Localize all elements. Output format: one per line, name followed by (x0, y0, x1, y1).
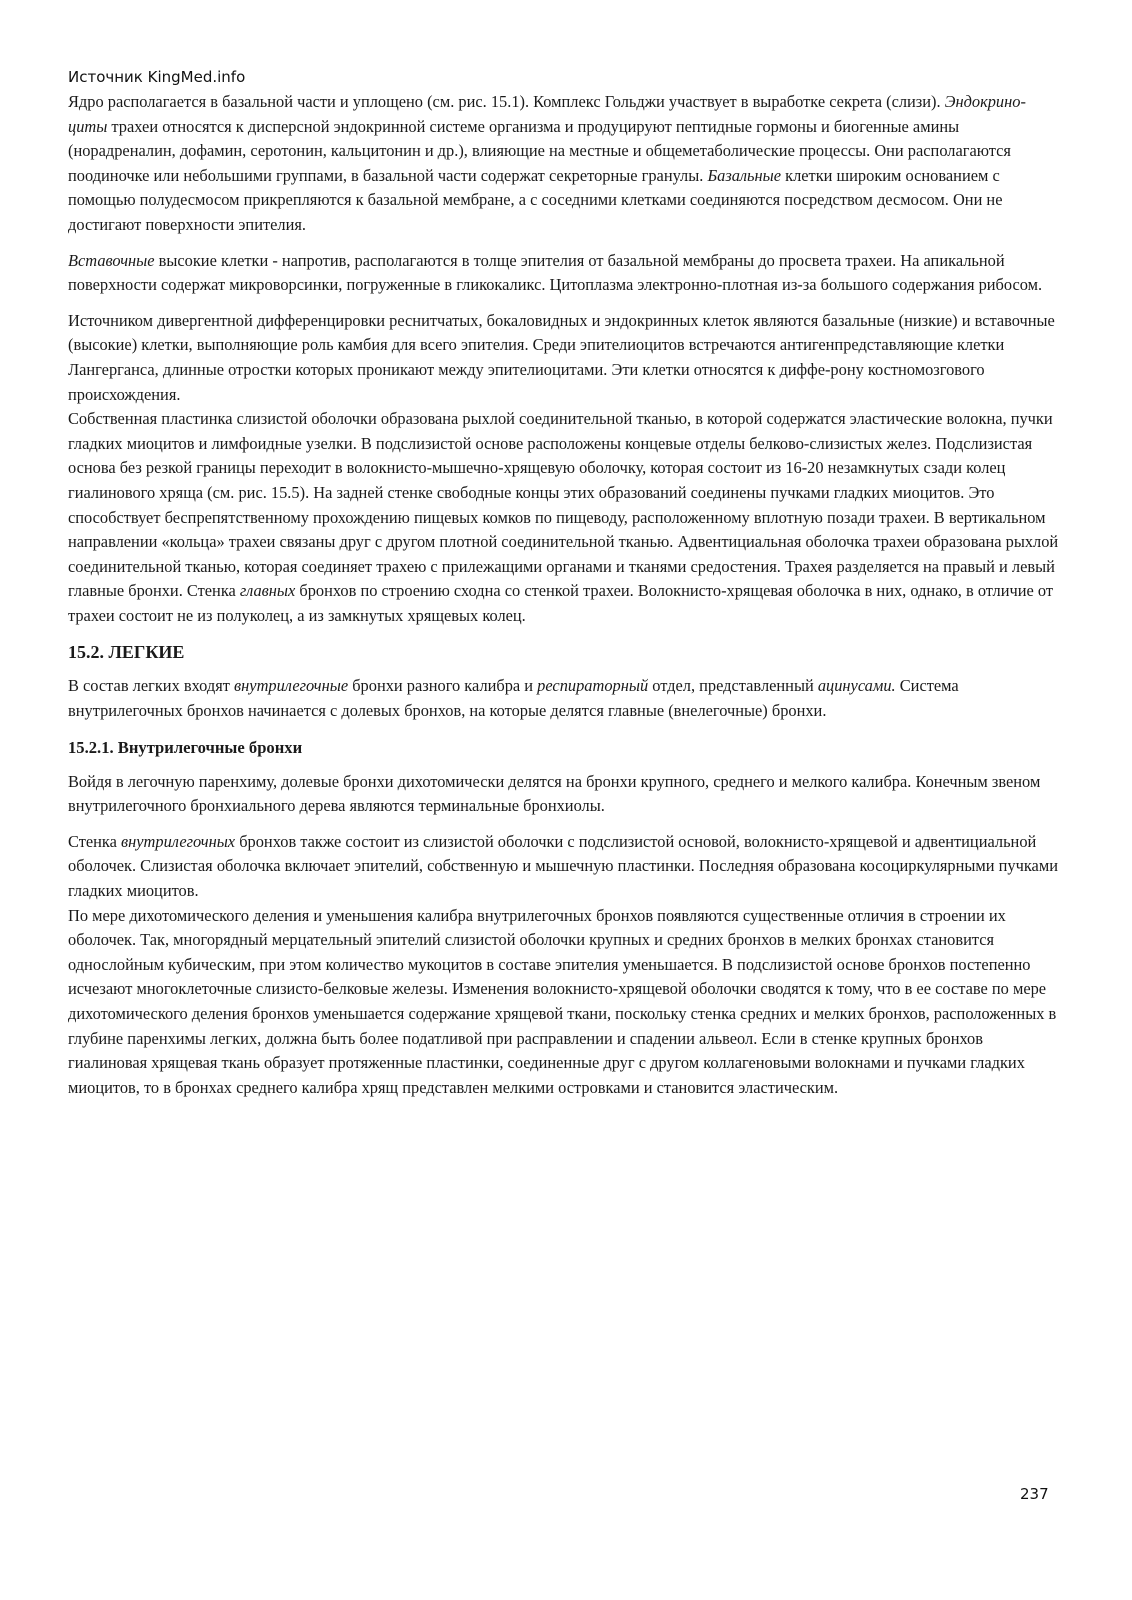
italic-term: Эндокрино-циты (68, 92, 1026, 136)
italic-term: главных (239, 581, 296, 601)
italic-term: Базальные (707, 165, 782, 185)
italic-term: респираторный (537, 676, 649, 696)
paragraph-differentiation: Источником дивергентной дифференцировки реснитчатых, бокаловидных и эндокринных клеток являются базальные (низкие) и вставочные (высокие) клетки, выполняющие роль камбия для всего эпителия. Среди эпителиоцитов встречаются антигенпредставляющие клетки Лангерганса, длинные отростки которых проникают между эпителиоцитами. Эти клетки относятся к диффе-рону костномозгового происхождения. (68, 310, 1055, 404)
text-run: высокие клетки - напротив, располагаются в толще эпителия от базальной мембраны до просвета трахеи. На апикальной поверхности содержат микроворсинки, погруженные в гликокаликс. Цитоплазма электронно-плотная из-за большого содержания рибосом. (68, 250, 1043, 295)
paragraph-lobar-bronchi: Войдя в легочную паренхиму, долевые бронхи дихотомически делятся на бронхи крупного, среднего и мелкого калибра. Конечным звеном внутрилегочного бронхиального дерева являются терминальные бронхиолы. (68, 771, 1041, 816)
text-run: Система внутрилегочных бронхов начинается с долевых бронхов, на которые делятся главные (внелегочные) бронхи. (68, 676, 959, 721)
paragraph-endocrinocytes (68, 90, 1064, 238)
source-header: Источник KingMed.info (68, 68, 246, 86)
text-run: трахеи относятся к дисперсной эндокринной системе организма и продуцируют пептидные гормоны и биогенные амины (норадреналин, дофамин, серотонин, кальцитонин и др.), влияющие на местные и общеметаболические процессы. Они располагаются поодиночке или небольшими группами, в базальной части содержат секреторные гранулы. (68, 116, 1011, 185)
section-heading-lungs: 15.2. ЛЕГКИЕ (68, 642, 185, 663)
text-run: бронхи разного калибра и (348, 676, 538, 696)
document-page (68, 66, 1064, 1100)
text-run: Стенка (68, 831, 122, 851)
text-run: В состав легких входят (68, 676, 235, 696)
paragraph-bronchial-wall (68, 830, 1064, 904)
text-run: Собственная пластинка слизистой оболочки образована рыхлой соединительной тканью, в которой содержатся эластические волокна, пучки гладких миоцитов и лимфоидные узелки. В подслизистой основе расположены концевые отделы белково-слизистых желез. Подслизистая основа без резкой границы переходит в волокнисто-мышечно-хрящевую оболочку, которая состоит из 16-20 незамкнутых сзади колец гиалинового хряща (см. рис. 15.5). На задней стенке свободные концы этих образований соединены пучками гладких миоцитов. Это способствует беспрепятственному прохождению пищевых комков по пищеводу, расположенному вплотную позади трахеи. В вертикальном направлении «кольца» трахеи связаны друг с другом плотной соединительной тканью. Адвентициальная оболочка трахеи образована рыхлой соединительной тканью, которая соединяет трахею с прилежащими органами и тканями средостения. Трахея разделяется на правый и левый главные бронхи. Стенка (68, 409, 1059, 601)
italic-term: внутрилегочных (121, 831, 236, 851)
paragraph-lungs-intro (68, 674, 1064, 723)
text-run: Ядро располагается в базальной части и уплощено (см. рис. 15.1). Комплекс Гольджи участвует в выработке секрета (слизи). (68, 92, 945, 111)
text-run: клетки широким основанием с помощью полудесмосом прикрепляются к базальной мембране, а с соседними клетками соединяются посредством десмосом. Они не достигают поверхности эпителия. (68, 165, 1003, 234)
italic-term: ацинусами. (817, 676, 896, 696)
text-run: бронхов также состоит из слизистой оболочки с подслизистой основой, волокнисто-хрящевой и адвентициальной оболочек. Слизистая оболочка включает эпителий, собственную и мышечную пластинки. Последняя образована косоциркулярными пучками гладких миоцитов. (68, 831, 1058, 901)
paragraph-intercalated-cells (68, 249, 1064, 298)
subsection-heading-bronchi: 15.2.1. Внутрилегочные бронхи (68, 737, 303, 757)
paragraph-lamina-propria (68, 407, 1064, 628)
page-number: 237 (1020, 1485, 1049, 1503)
paragraph-dichotomous-division: По мере дихотомического деления и уменьшения калибра внутрилегочных бронхов появляются существенные отличия в строении их оболочек. Так, многорядный мерцательный эпителий слизистой оболочки крупных и средних бронхов в мелких бронхах становится однослойным кубическим, при этом количество мукоцитов в составе эпителия уменьшается. В подслизистой основе бронхов постепенно исчезают многоклеточные слизисто-белковые железы. Изменения волокнисто-хрящевой оболочки сводятся к тому, что в ее составе по мере дихотомического деления бронхов уменьшается содержание хрящевой ткани, поскольку стенка средних и мелких бронхов, расположенных в глубине паренхимы легких, должна быть более податливой при расправлении и спадении альвеол. Если в стенке крупных бронхов гиалиновая хрящевая ткань образует протяженные пластинки, соединенные друг с другом коллагеновыми волокнами и пучками гладких миоцитов, то в бронхах среднего калибра хрящ представлен мелкими островками и становится эластическим. (68, 905, 1057, 1097)
text-run: бронхов по строению сходна со стенкой трахеи. Волокнисто-хрящевая оболочка в них, однако, в отличие от трахеи состоит не из полуколец, а из замкнутых хрящевых колец. (68, 581, 1054, 625)
italic-term: Вставочные (68, 250, 155, 270)
text-run: отдел, представленный (648, 676, 818, 696)
italic-term: внутрилегочные (234, 676, 349, 696)
